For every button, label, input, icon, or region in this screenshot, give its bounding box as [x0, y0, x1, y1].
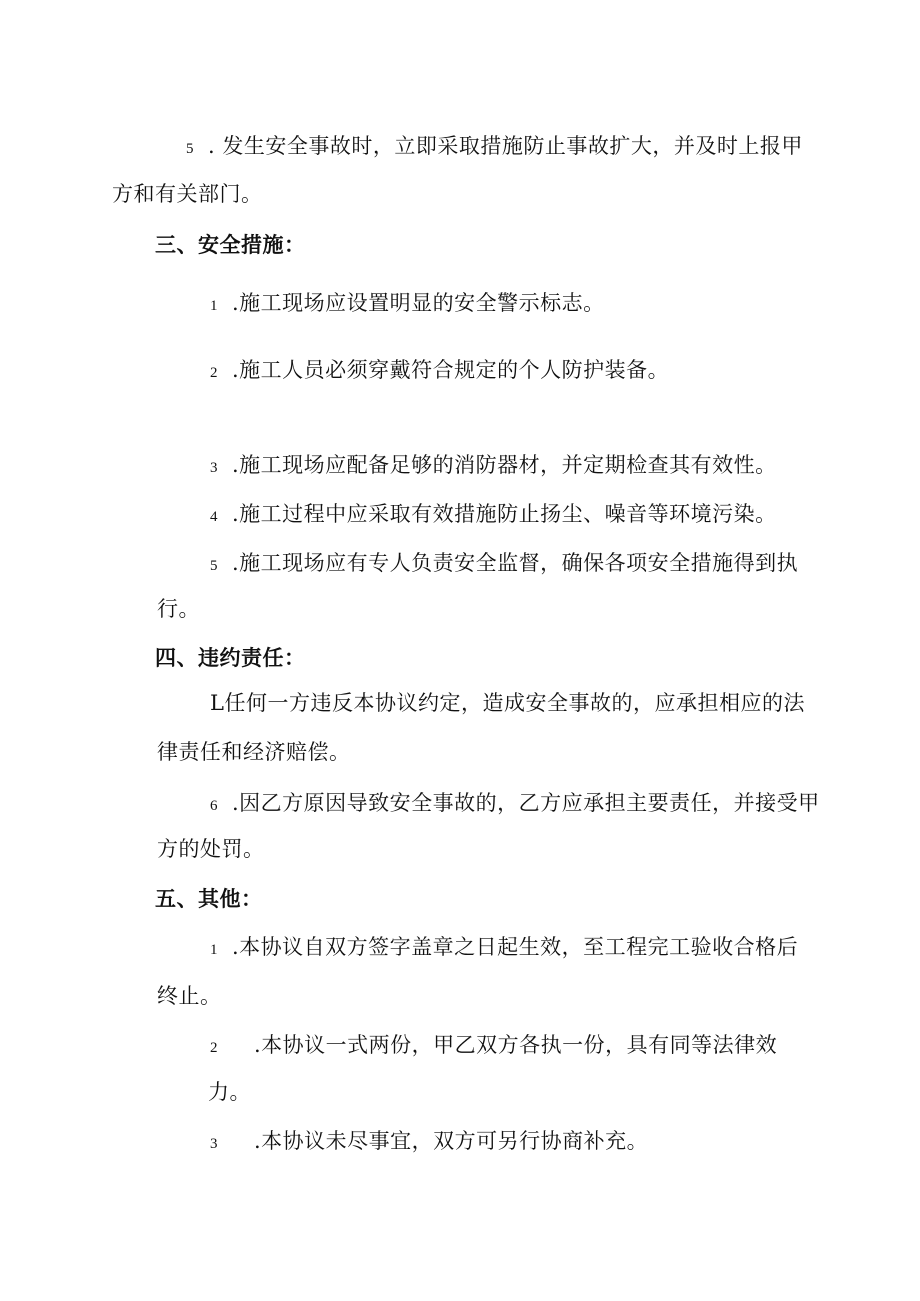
item-text: .本协议自双方签字盖章之日起生效，至工程完工验收合格后 — [232, 935, 799, 959]
item-number: 1 — [210, 298, 218, 314]
item-number: 2 — [210, 365, 218, 381]
paragraph-s4-item1: L任何一方违反本协议约定，造成安全事故的，应承担相应的法 — [210, 691, 805, 715]
paragraph-s3-item1 — [210, 289, 605, 320]
item-text: .施工人员必须穿戴符合规定的个人防护装备。 — [232, 358, 670, 382]
item-number: 2 — [210, 1040, 218, 1056]
paragraph-s5-item3 — [210, 1127, 648, 1158]
item-text: .本协议未尽事宜，双方可另行协商补充。 — [254, 1129, 649, 1153]
paragraph-s2-item5-continued: 方和有关部门。 — [112, 182, 263, 206]
item-text: .本协议一式两份，甲乙双方各执一份，具有同等法律效 — [254, 1033, 778, 1057]
item-text: .施工过程中应采取有效措施防止扬尘、噪音等环境污染。 — [232, 502, 777, 526]
item-number: 4 — [210, 509, 218, 525]
paragraph-s4-item2 — [210, 789, 820, 820]
item-text: . 发生安全事故时，立即采取措施防止事故扩大，并及时上报甲 — [208, 134, 803, 158]
paragraph-s4-item1-continued: 律责任和经济赔偿。 — [157, 740, 351, 764]
paragraph-s3-item5-continued: 行。 — [157, 597, 200, 621]
section-heading-other: 五、其他： — [155, 887, 263, 911]
item-text: .施工现场应设置明显的安全警示标志。 — [232, 291, 605, 315]
item-number: 5 — [186, 141, 194, 157]
paragraph-s5-item1 — [210, 933, 798, 964]
paragraph-s3-item5 — [210, 549, 798, 580]
paragraph-s2-item5 — [186, 132, 803, 163]
section-heading-safety-measures: 三、安全措施： — [155, 233, 306, 257]
paragraph-s3-item3 — [210, 451, 777, 482]
item-number: 1 — [210, 942, 218, 958]
item-number: 3 — [210, 460, 218, 476]
item-number: 5 — [210, 558, 218, 574]
item-text: .施工现场应有专人负责安全监督，确保各项安全措施得到执 — [232, 551, 799, 575]
item-number: 3 — [210, 1136, 218, 1152]
paragraph-s3-item4 — [210, 500, 777, 531]
paragraph-s3-item2 — [210, 356, 669, 387]
paragraph-s5-item2-continued: 力。 — [208, 1080, 251, 1104]
item-text: .施工现场应配备足够的消防器材，并定期检查其有效性。 — [232, 453, 777, 477]
paragraph-s5-item1-continued: 终止。 — [157, 984, 222, 1008]
item-text: .因乙方原因导致安全事故的，乙方应承担主要责任，并接受甲 — [232, 791, 820, 815]
paragraph-s5-item2 — [210, 1031, 777, 1062]
section-heading-breach-liability: 四、违约责任： — [155, 646, 306, 670]
paragraph-s4-item2-continued: 方的处罚。 — [157, 837, 265, 861]
item-number: 6 — [210, 798, 218, 814]
